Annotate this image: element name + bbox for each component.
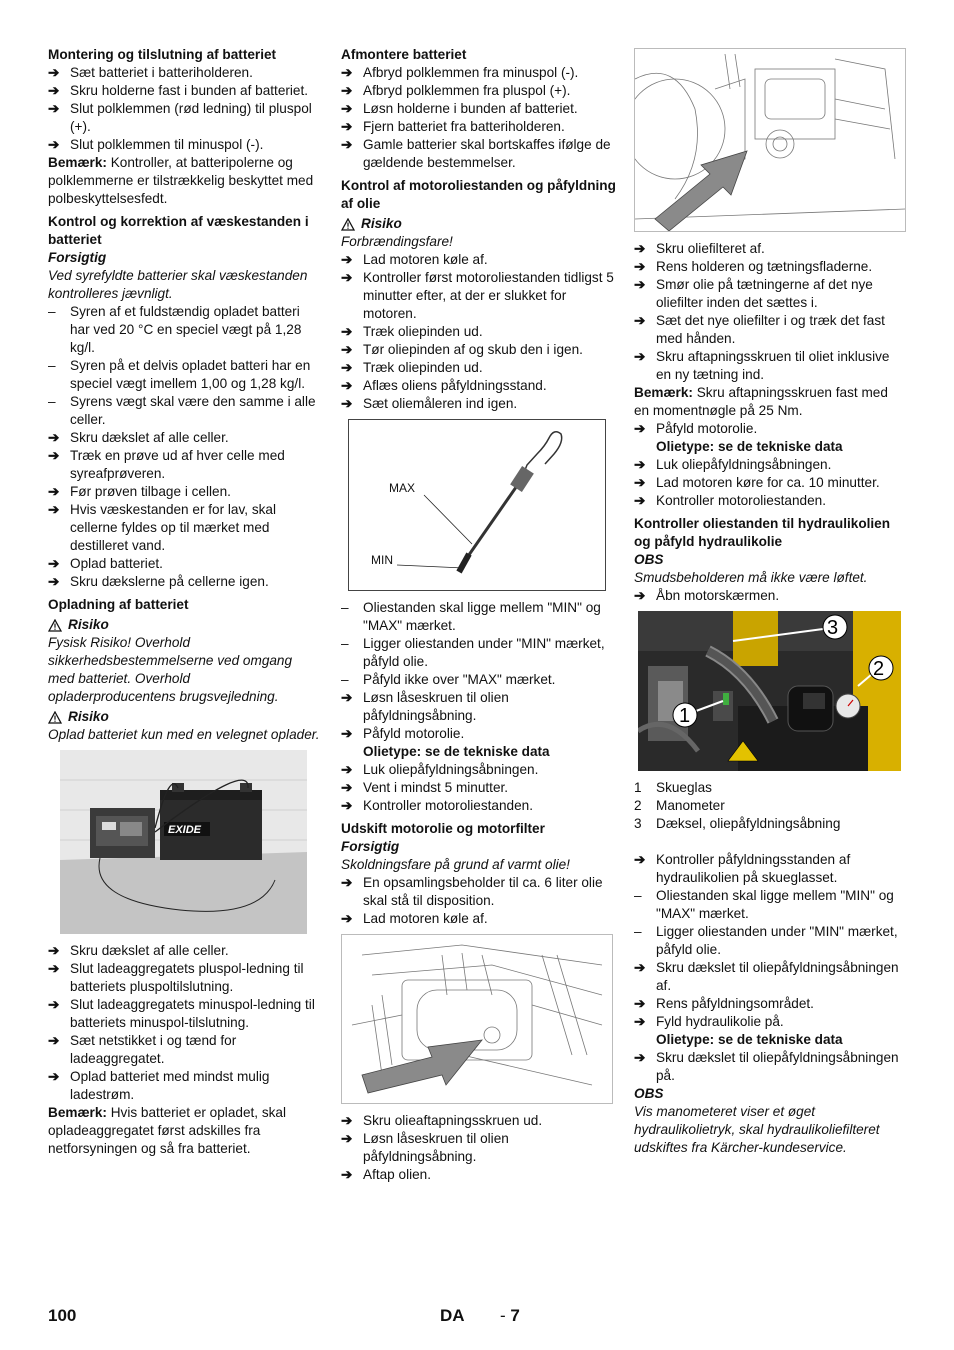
item-text: Tør oliepinden af og skub den i igen. — [363, 342, 583, 357]
heading-engine-oil-check: Kontrol af motoroliestanden og påfyldning af olie — [341, 178, 616, 211]
arrow-right-icon: ➔ — [48, 961, 60, 976]
item-text: Slut polklemmen til minuspol (-). — [70, 137, 264, 152]
dash-list — [48, 303, 321, 429]
dash-item — [48, 357, 321, 393]
dash-item — [634, 923, 906, 959]
arrow-right-icon: ➔ — [48, 101, 60, 116]
note: Bemærk: Hvis batteriet er opladet, skal opladeaggregatet først adskilles fra netforsyningen og så fra batteriet. — [48, 1105, 287, 1156]
step-item — [48, 82, 321, 100]
step-item — [48, 483, 321, 501]
risk-label: Risiko — [48, 708, 321, 726]
legend-list — [634, 779, 906, 833]
dash-bullet: – — [634, 924, 642, 939]
dash-item — [341, 635, 616, 671]
step-item — [48, 447, 321, 483]
arrow-right-icon: ➔ — [634, 313, 646, 328]
note: Bemærk: Skru aftapningsskruen fast med en momentnøgle på 25 Nm. — [634, 385, 888, 418]
risk-label: Risiko — [48, 616, 321, 634]
item-text: Træk oliepinden ud. — [363, 324, 483, 339]
step-item — [341, 341, 616, 359]
step-item — [341, 359, 616, 377]
step-item — [634, 420, 906, 438]
arrow-right-icon: ➔ — [341, 101, 353, 116]
arrow-right-icon: ➔ — [634, 457, 646, 472]
arrow-right-icon: ➔ — [341, 1167, 353, 1182]
arrow-right-icon: ➔ — [634, 421, 646, 436]
step-item — [634, 995, 906, 1013]
arrow-right-icon: ➔ — [341, 396, 353, 411]
heading-battery-mounting: Montering og tilslutning af batteriet — [48, 47, 277, 62]
step-item — [341, 779, 616, 797]
arrow-right-icon: ➔ — [341, 1113, 353, 1128]
item-text: Skru dækslet af alle celler. — [70, 943, 229, 958]
heading-hydraulic-oil: Kontroller oliestanden til hydraulikolien og påfyld hydraulikolie — [634, 516, 891, 549]
item-text: Oplad batteriet. — [70, 556, 163, 571]
risk-text: Oplad batteriet kun med en velegnet oplader. — [48, 727, 320, 742]
oil-drain-drawing — [341, 934, 613, 1104]
arrow-right-icon: ➔ — [634, 1014, 646, 1029]
step-list — [634, 240, 906, 384]
item-text: Lad motoren køre for ca. 10 minutter. — [656, 475, 880, 490]
step-list — [634, 420, 906, 438]
step-item — [341, 118, 616, 136]
arrow-right-icon: ➔ — [48, 83, 60, 98]
obs-label: OBS — [634, 1086, 664, 1101]
dash-bullet: – — [48, 304, 56, 319]
step-item — [634, 474, 906, 492]
step-list — [634, 959, 906, 1031]
item-text: Rens påfyldningsområdet. — [656, 996, 814, 1011]
item-text: Slut polklemmen (rød ledning) til pluspol (+). — [70, 101, 312, 134]
step-item — [48, 501, 321, 555]
obs-label: OBS — [634, 552, 664, 567]
arrow-right-icon: ➔ — [341, 119, 353, 134]
page-number: 100 — [48, 1306, 77, 1325]
arrow-right-icon: ➔ — [634, 588, 646, 603]
column-1 — [48, 46, 321, 1158]
item-text: Skru dækslet af alle celler. — [70, 430, 229, 445]
arrow-right-icon: ➔ — [341, 342, 353, 357]
arrow-right-icon: ➔ — [48, 1069, 60, 1084]
step-list — [341, 251, 616, 413]
step-list — [634, 851, 906, 887]
obs-text: Vis manometeret viser et øget hydraulikolietryk, skal hydraulikoliefilteret udskiftes fra Kärcher-kundeservice. — [634, 1104, 880, 1155]
arrow-right-icon: ➔ — [341, 378, 353, 393]
note: Bemærk: Kontroller, at batteripolerne og polklemmerne er tilstrækkelig beskyttet med polbeskyttelsesfedt. — [48, 155, 314, 206]
dash-bullet: – — [48, 394, 56, 409]
step-item — [341, 910, 616, 928]
arrow-right-icon: ➔ — [48, 997, 60, 1012]
heading-charging: Opladning af batteriet — [48, 597, 189, 612]
dash-item — [634, 887, 906, 923]
dash-list — [634, 887, 906, 959]
step-list — [48, 64, 321, 154]
step-item — [341, 1112, 616, 1130]
arrow-right-icon: ➔ — [341, 798, 353, 813]
item-text: Slut ladeaggregatets pluspol-ledning til batteriets pluspoltilslutning. — [70, 961, 304, 994]
arrow-right-icon: ➔ — [48, 1033, 60, 1048]
callout-1: 1 — [679, 705, 691, 727]
heading-fluid-level: Kontrol og korrektion af væskestanden i batteriet — [48, 214, 309, 247]
arrow-right-icon: ➔ — [341, 83, 353, 98]
item-text: Luk oliepåfyldningsåbningen. — [656, 457, 832, 472]
step-list — [341, 689, 616, 743]
section-page: - 7 — [500, 1306, 520, 1325]
item-text: Sæt oliemåleren ind igen. — [363, 396, 518, 411]
dash-bullet: – — [341, 600, 349, 615]
battery-charger-photo — [60, 750, 307, 934]
dash-list — [341, 599, 616, 689]
step-item — [634, 258, 906, 276]
step-list — [341, 761, 616, 815]
step-item — [48, 64, 321, 82]
caution-text: Ved syrefyldte batterier skal væskestanden kontrolleres jævnligt. — [48, 268, 308, 301]
arrow-right-icon: ➔ — [341, 137, 353, 152]
item-text: Aflæs oliens påfyldningsstand. — [363, 378, 547, 393]
step-item — [341, 269, 616, 323]
step-list — [341, 64, 616, 172]
column-3 — [634, 46, 906, 1157]
item-text: Skru aftapningsskruen til oliet inklusive en ny tætning ind. — [656, 349, 890, 382]
step-item — [48, 573, 321, 591]
risk-text: Fysisk Risiko! Overhold sikkerhedsbestemmelserne ved omgang med batteriet. Overhold opladerproducentens brugsvejledning. — [48, 635, 293, 704]
item-text: Oplad batteriet med mindst mulig ladestrøm. — [70, 1069, 270, 1102]
step-item — [48, 429, 321, 447]
arrow-right-icon: ➔ — [341, 690, 353, 705]
legend-item: 2 Manometer — [634, 798, 725, 813]
item-text: Hvis væskestanden er for lav, skal cellerne fyldes op til mærket med destilleret vand. — [70, 502, 276, 553]
arrow-right-icon: ➔ — [341, 252, 353, 267]
step-item — [341, 797, 616, 815]
dash-bullet: – — [341, 636, 349, 651]
legend-item: 3 Dæksel, oliepåfyldningsåbning — [634, 816, 841, 831]
arrow-right-icon: ➔ — [341, 780, 353, 795]
item-text: Vent i mindst 5 minutter. — [363, 780, 509, 795]
dash-bullet: – — [341, 672, 349, 687]
risk-label: Risiko — [341, 215, 616, 233]
arrow-right-icon: ➔ — [634, 475, 646, 490]
dash-item — [341, 671, 616, 689]
item-text: Påfyld motorolie. — [656, 421, 758, 436]
step-item — [634, 492, 906, 510]
item-text: Skru holderne fast i bunden af batteriet. — [70, 83, 309, 98]
arrow-right-icon: ➔ — [341, 875, 353, 890]
item-text: Løsn låseskruen til olien påfyldningsåbning. — [363, 1131, 509, 1164]
battery-brand-label: EXIDE — [168, 824, 202, 836]
arrow-right-icon: ➔ — [48, 943, 60, 958]
arrow-right-icon: ➔ — [48, 448, 60, 463]
item-text: Før prøven tilbage i cellen. — [70, 484, 231, 499]
arrow-right-icon: ➔ — [634, 349, 646, 364]
item-text: Åbn motorskærmen. — [656, 588, 780, 603]
step-item — [634, 851, 906, 887]
arrow-right-icon: ➔ — [634, 493, 646, 508]
step-item — [341, 136, 616, 172]
warning-icon — [48, 619, 62, 632]
caution-text: Skoldningsfare på grund af varmt olie! — [341, 857, 570, 872]
arrow-right-icon: ➔ — [341, 270, 353, 285]
item-text: Afbryd polklemmen fra pluspol (+). — [363, 83, 571, 98]
item-text: Kontroller motoroliestanden. — [363, 798, 534, 813]
arrow-right-icon: ➔ — [634, 241, 646, 256]
item-text: Træk en prøve ud af hver celle med syreafprøveren. — [70, 448, 285, 481]
item-text: Luk oliepåfyldningsåbningen. — [363, 762, 539, 777]
step-item — [341, 874, 616, 910]
item-text: Gamle batterier skal bortskaffes ifølge de gældende bestemmelser. — [363, 137, 611, 170]
item-text: Kontroller påfyldningsstanden af hydraulikolien på skueglasset. — [656, 852, 851, 885]
item-text: Lad motoren køle af. — [363, 252, 488, 267]
step-item — [341, 1130, 616, 1166]
step-item — [341, 323, 616, 341]
item-text: Sæt det nye oliefilter i og træk det fast med hånden. — [656, 313, 885, 346]
arrow-right-icon: ➔ — [48, 502, 60, 517]
dipstick-max-label: MAX — [389, 481, 416, 495]
item-text: Skru oliefilteret af. — [656, 241, 765, 256]
arrow-right-icon: ➔ — [48, 430, 60, 445]
item-text: Sæt netstikket i og tænd for ladeaggregatet. — [70, 1033, 237, 1066]
caution-label: Forsigtig — [48, 250, 107, 265]
arrow-right-icon: ➔ — [341, 360, 353, 375]
item-text: En opsamlingsbeholder til ca. 6 liter olie skal stå til disposition. — [363, 875, 603, 908]
step-list — [48, 429, 321, 591]
arrow-right-icon: ➔ — [634, 277, 646, 292]
item-text: Kontroller først motoroliestanden tidligst 5 minutter efter, at der er slukket for motoren. — [363, 270, 614, 321]
step-item — [634, 276, 906, 312]
item-text: Fjern batteriet fra batteriholderen. — [363, 119, 565, 134]
item-text: Oliestanden skal ligge mellem "MIN" og "MAX" mærket. — [363, 600, 601, 633]
item-text: Fyld hydraulikolie på. — [656, 1014, 784, 1029]
step-item — [48, 996, 321, 1032]
step-item — [341, 689, 616, 725]
step-item — [48, 555, 321, 573]
step-item — [48, 1032, 321, 1068]
language-code: DA — [440, 1306, 465, 1325]
step-item — [634, 312, 906, 348]
item-text: Ligger oliestanden under "MIN" mærket, påfyld olie. — [656, 924, 898, 957]
item-text: Aftap olien. — [363, 1167, 432, 1182]
obs-text: Smudsbeholderen må ikke være løftet. — [634, 570, 868, 585]
item-text: Påfyld ikke over "MAX" mærket. — [363, 672, 556, 687]
dash-bullet: – — [48, 358, 56, 373]
dash-bullet: – — [634, 888, 642, 903]
item-text: Oliestanden skal ligge mellem "MIN" og "MAX" mærket. — [656, 888, 894, 921]
dipstick-min-label: MIN — [371, 553, 393, 567]
item-text: Påfyld motorolie. — [363, 726, 465, 741]
step-item — [341, 82, 616, 100]
heading-remove-battery: Afmontere batteriet — [341, 47, 467, 62]
item-text: Skru dækslet til oliepåfyldningsåbningen af. — [656, 960, 899, 993]
dash-item — [48, 303, 321, 357]
step-item — [48, 942, 321, 960]
step-item — [48, 136, 321, 154]
step-list — [48, 942, 321, 1104]
step-item — [341, 251, 616, 269]
step-item — [634, 587, 906, 605]
item-text: Smør olie på tætningerne af det nye oliefilter inden det sættes i. — [656, 277, 873, 310]
step-list — [634, 587, 906, 605]
step-list — [341, 1112, 616, 1184]
item-text: Skru dækslerne på cellerne igen. — [70, 574, 269, 589]
risk-text: Forbrændingsfare! — [341, 234, 453, 249]
callout-3: 3 — [827, 617, 839, 639]
step-item — [341, 100, 616, 118]
column-2 — [341, 46, 616, 1184]
item-text: Syren på et delvis opladet batteri har en speciel vægt imellem 1,00 og 1,28 kg/l. — [70, 358, 311, 391]
item-text: Skru dækslet til oliepåfyldningsåbningen på. — [656, 1050, 899, 1083]
oil-type-note: Olietype: se de tekniske data — [656, 1032, 843, 1047]
step-item — [341, 761, 616, 779]
item-text: Skru olieaftapningsskruen ud. — [363, 1113, 543, 1128]
step-item — [634, 1049, 906, 1085]
item-text: Sæt batteriet i batteriholderen. — [70, 65, 253, 80]
arrow-right-icon: ➔ — [48, 574, 60, 589]
arrow-right-icon: ➔ — [48, 484, 60, 499]
step-list — [341, 874, 616, 928]
item-text: Træk oliepinden ud. — [363, 360, 483, 375]
arrow-right-icon: ➔ — [48, 137, 60, 152]
step-item — [634, 1013, 906, 1031]
step-item — [48, 960, 321, 996]
heading-oil-filter-change: Udskift motorolie og motorfilter — [341, 821, 545, 836]
step-list — [634, 456, 906, 510]
arrow-right-icon: ➔ — [634, 996, 646, 1011]
arrow-right-icon: ➔ — [634, 1050, 646, 1065]
oil-type-note: Olietype: se de tekniske data — [363, 744, 550, 759]
arrow-right-icon: ➔ — [48, 556, 60, 571]
step-item — [341, 64, 616, 82]
step-item — [341, 1166, 616, 1184]
item-text: Ligger oliestanden under "MIN" mærket, påfyld olie. — [363, 636, 605, 669]
item-text: Syren af et fuldstændig opladet batteri har ved 20 °C en speciel vægt på 1,28 kg/l. — [70, 304, 302, 355]
step-list — [634, 1049, 906, 1085]
arrow-right-icon: ➔ — [634, 852, 646, 867]
warning-icon — [48, 711, 62, 724]
arrow-right-icon: ➔ — [634, 960, 646, 975]
step-item — [634, 348, 906, 384]
step-item — [341, 395, 616, 413]
item-text: Syrens vægt skal være den samme i alle celler. — [70, 394, 316, 427]
oil-type-note: Olietype: se de tekniske data — [656, 439, 843, 454]
arrow-right-icon: ➔ — [48, 65, 60, 80]
arrow-right-icon: ➔ — [341, 726, 353, 741]
step-item — [48, 100, 321, 136]
step-item — [634, 240, 906, 258]
step-item — [634, 456, 906, 474]
step-item — [634, 959, 906, 995]
step-item — [48, 1068, 321, 1104]
item-text: Løsn holderne i bunden af batteriet. — [363, 101, 578, 116]
arrow-right-icon: ➔ — [341, 911, 353, 926]
arrow-right-icon: ➔ — [341, 324, 353, 339]
oil-filter-drawing — [634, 48, 906, 232]
step-item — [341, 725, 616, 743]
legend-item: 1 Skueglas — [634, 780, 712, 795]
item-text: Kontroller motoroliestanden. — [656, 493, 827, 508]
caution-label: Forsigtig — [341, 839, 400, 854]
arrow-right-icon: ➔ — [341, 65, 353, 80]
dash-item — [48, 393, 321, 429]
warning-icon — [341, 218, 355, 231]
dash-item — [341, 599, 616, 635]
step-item — [341, 377, 616, 395]
item-text: Afbryd polklemmen fra minuspol (-). — [363, 65, 579, 80]
dipstick-diagram — [348, 419, 606, 591]
arrow-right-icon: ➔ — [341, 762, 353, 777]
item-text: Løsn låseskruen til olien påfyldningsåbning. — [363, 690, 509, 723]
item-text: Lad motoren køle af. — [363, 911, 488, 926]
callout-2: 2 — [873, 658, 885, 680]
item-text: Slut ladeaggregatets minuspol-ledning til batteriets minuspol-tilslutning. — [70, 997, 315, 1030]
hydraulic-tank-photo — [638, 611, 901, 771]
item-text: Rens holderen og tætningsfladerne. — [656, 259, 873, 274]
arrow-right-icon: ➔ — [634, 259, 646, 274]
arrow-right-icon: ➔ — [341, 1131, 353, 1146]
